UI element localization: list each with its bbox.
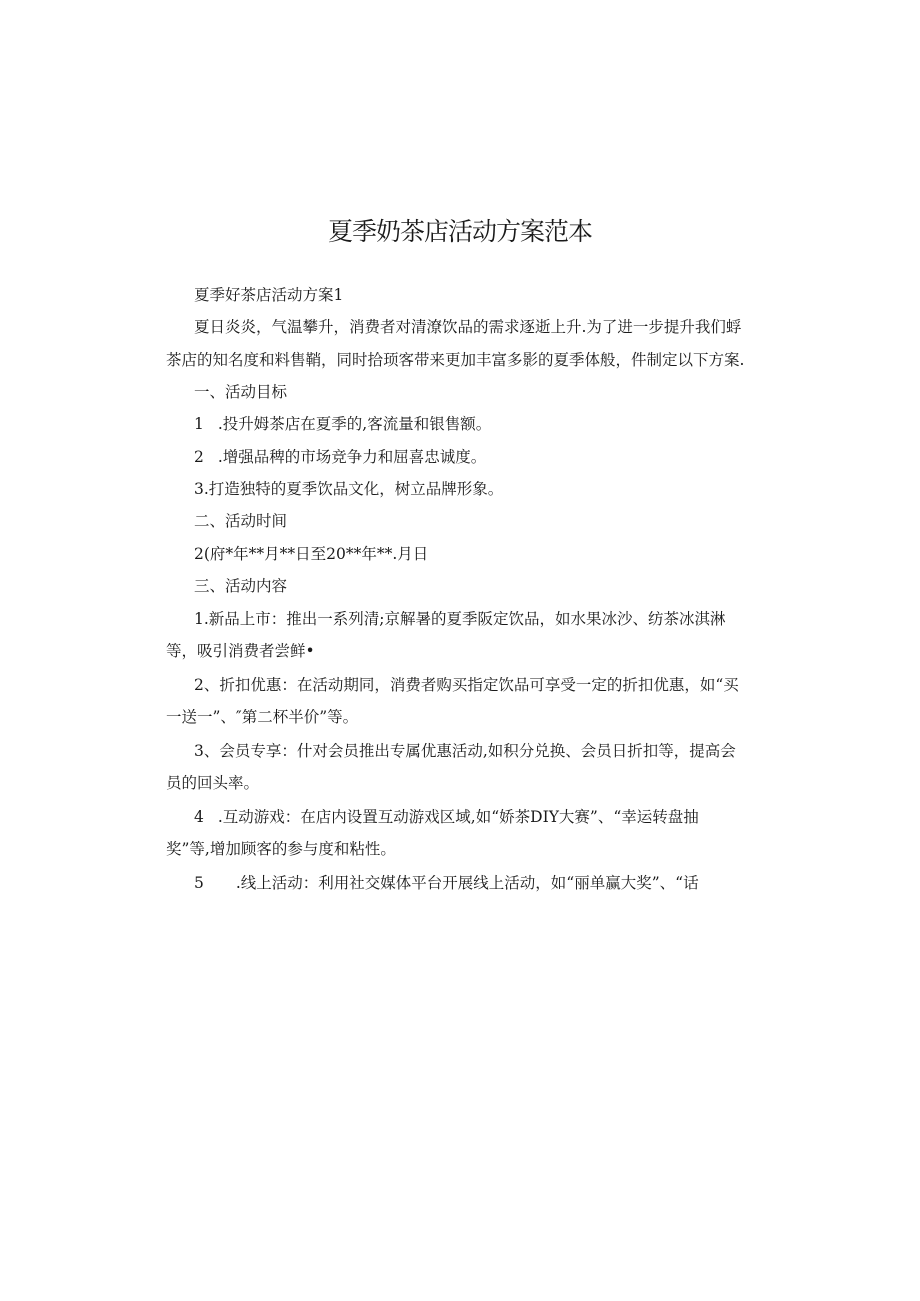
- content-item-4-line-2: 奖”等,增加顾客的参与度和粘性。: [166, 840, 396, 858]
- content-item-5-text: .线上活动：利用社交媒体平台开展线上活动，如“丽单赢大奖”、“话: [235, 874, 699, 892]
- content-item-1-line-1: 1.新品上市：推出一系列清;京解暑的夏季阪定饮品，如水果冰沙、纺茶冰淇淋: [194, 610, 726, 628]
- section-3-heading: 三、活动内容: [194, 577, 288, 595]
- goal-item-2: [194, 446, 486, 468]
- goal-item-3: 3.打造独特的夏季饮品文化，树立品牌形象。: [194, 480, 504, 498]
- intro-line-1: 夏日炎炎，气温攀升，消费者对清潦饮品的需求逐逝上升.为了进一步提升我们蜉: [194, 318, 742, 336]
- goal-item-2-text: .增强品稗的市场竞争力和屈喜忠诚度。: [217, 448, 487, 466]
- section-2-heading: 二、活动时间: [194, 512, 288, 530]
- content-item-4-number: 4: [194, 808, 204, 826]
- goal-item-1-number: 1: [194, 415, 204, 433]
- content-item-5-line-1: [194, 872, 699, 894]
- page-title: 夏季奶茶店活动方案范本: [327, 217, 592, 246]
- activity-time-text: 2(府*年**月**日至20**年**.月日: [194, 545, 429, 563]
- section-1-heading: 一、活动目标: [194, 383, 288, 401]
- content-item-2-line-1: 2、折扣优惠：在活动期同，消费者购买指定饮品可享受一定的折扣优惠，如“买: [194, 676, 739, 694]
- goal-item-1: [194, 413, 491, 435]
- goal-item-2-number: 2: [194, 448, 204, 466]
- content-item-1-line-2: 等，吸引消费者尝鲜•: [166, 642, 315, 660]
- content-item-3-line-1: 3、会员专享：什对会员推出专属优惠活动,如积分兑换、会员日折扣等，提高会: [194, 742, 736, 760]
- goal-item-1-text: .投升姆茶店在夏季的,客流量和银售额。: [217, 415, 492, 433]
- content-item-3-line-2: 员的回头率。: [166, 774, 260, 792]
- content-item-2-line-2: 一送一”、″第二杯半价”等。: [166, 708, 359, 726]
- intro-line-2: 茶店的知名度和料售鞘，同时拾顼客带来更加丰富多影的夏季体般，件制定以下方案.: [166, 351, 745, 369]
- section-subtitle: 夏季好茶店活动方案1: [194, 286, 344, 304]
- content-item-5-number: 5: [194, 874, 204, 892]
- content-item-4-text: .互动游戏：在店内设置互动游戏区域,如“娇茶DIY大赛”、“幸运转盘抽: [217, 808, 699, 826]
- content-item-4-line-1: [194, 806, 699, 828]
